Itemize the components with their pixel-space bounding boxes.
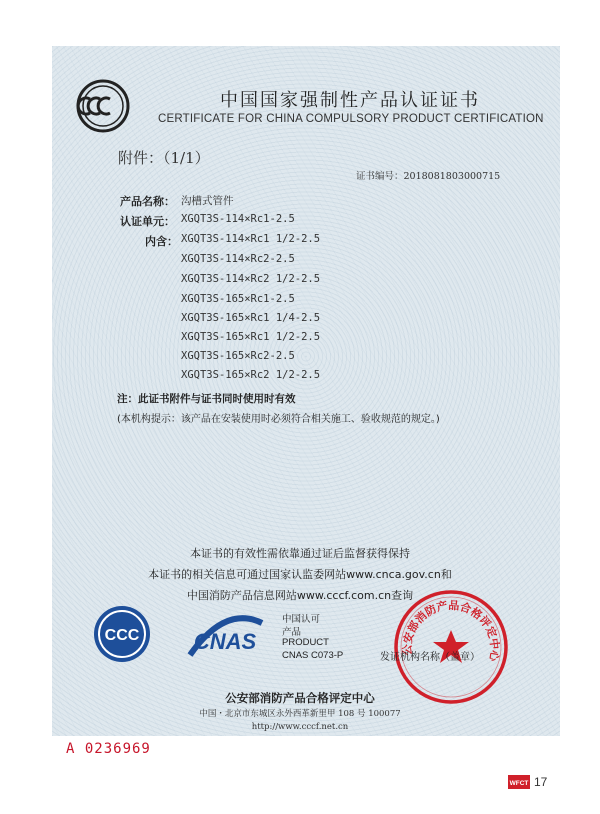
contains-label: 内含：	[145, 235, 178, 248]
cnas-line-3: PRODUCT	[282, 637, 329, 648]
ccc-logo-text: CCC	[104, 627, 140, 644]
validity-note: 注：此证书附件与证书同时使用时有效	[117, 393, 296, 405]
certificate-title-en: CERTIFICATE FOR CHINA COMPULSORY PRODUCT CERTIFICATION	[158, 113, 544, 125]
wfct-logo-icon	[508, 775, 530, 789]
seal-text: 公安部消防产品合格评定中心	[400, 598, 502, 663]
contains-item: XGQT3S-114×Rc2 1/2-2.5	[181, 273, 321, 285]
contains-item: XGQT3S-114×Rc2-2.5	[181, 253, 295, 265]
contains-item: XGQT3S-165×Rc1-2.5	[181, 293, 295, 305]
cnas-line-4: CNAS C073-P	[282, 650, 344, 661]
official-seal-icon	[392, 588, 510, 706]
cnas-logo-text: CNAS	[193, 629, 257, 654]
institution-tip: (本机构提示：该产品在安装使用时必须符合相关施工、验收规范的规定。)	[117, 414, 440, 425]
certificate-title-cn: 中国国家强制性产品认证证书	[220, 90, 480, 111]
contains-item: XGQT3S-165×Rc2 1/2-2.5	[181, 369, 321, 381]
cnas-line-2: 产品	[282, 627, 302, 638]
serial-number: A 0236969	[66, 741, 151, 757]
cert-unit-label: 认证单元：	[120, 215, 175, 228]
ccc-logo-icon	[87, 603, 157, 665]
contains-item: XGQT3S-165×Rc1 1/2-2.5	[181, 331, 321, 343]
attachment-label: 附件：（1/1）	[118, 149, 210, 167]
cnas-logo-icon	[180, 603, 270, 665]
cnas-line-1: 中国认可	[282, 614, 321, 625]
validity-line-3: 中国消防产品信息网站www.cccf.com.cn查询	[186, 589, 414, 602]
contains-item: XGQT3S-165×Rc1 1/4-2.5	[181, 312, 321, 324]
issuer-address: 中国・北京市东城区永外西革新里甲 108 号 100077	[199, 709, 401, 719]
cert-unit-value: XGQT3S-114×Rc1-2.5	[181, 213, 295, 225]
product-name-label: 产品名称：	[120, 195, 175, 208]
product-name-value: 沟槽式管件	[181, 195, 234, 207]
issuer-url: http://www.cccf.net.cn	[251, 722, 349, 732]
validity-line-1: 本证书的有效性需依靠通过证后监督获得保持	[190, 547, 410, 560]
page-number: 17	[534, 775, 548, 789]
contains-item: XGQT3S-114×Rc1 1/2-2.5	[181, 233, 321, 245]
wfct-logo-text: WFCT	[509, 780, 529, 787]
issuer-signature-label: 发证机构名称（盖章）	[380, 652, 480, 663]
contains-item: XGQT3S-165×Rc2-2.5	[181, 350, 295, 362]
validity-line-2: 本证书的相关信息可通过国家认监委网站www.cnca.gov.cn和	[148, 568, 452, 581]
issuer-name: 公安部消防产品合格评定中心	[225, 691, 375, 705]
ccc-emblem-icon	[76, 79, 130, 133]
certificate-number: 证书编号：2018081803000715	[356, 171, 501, 182]
